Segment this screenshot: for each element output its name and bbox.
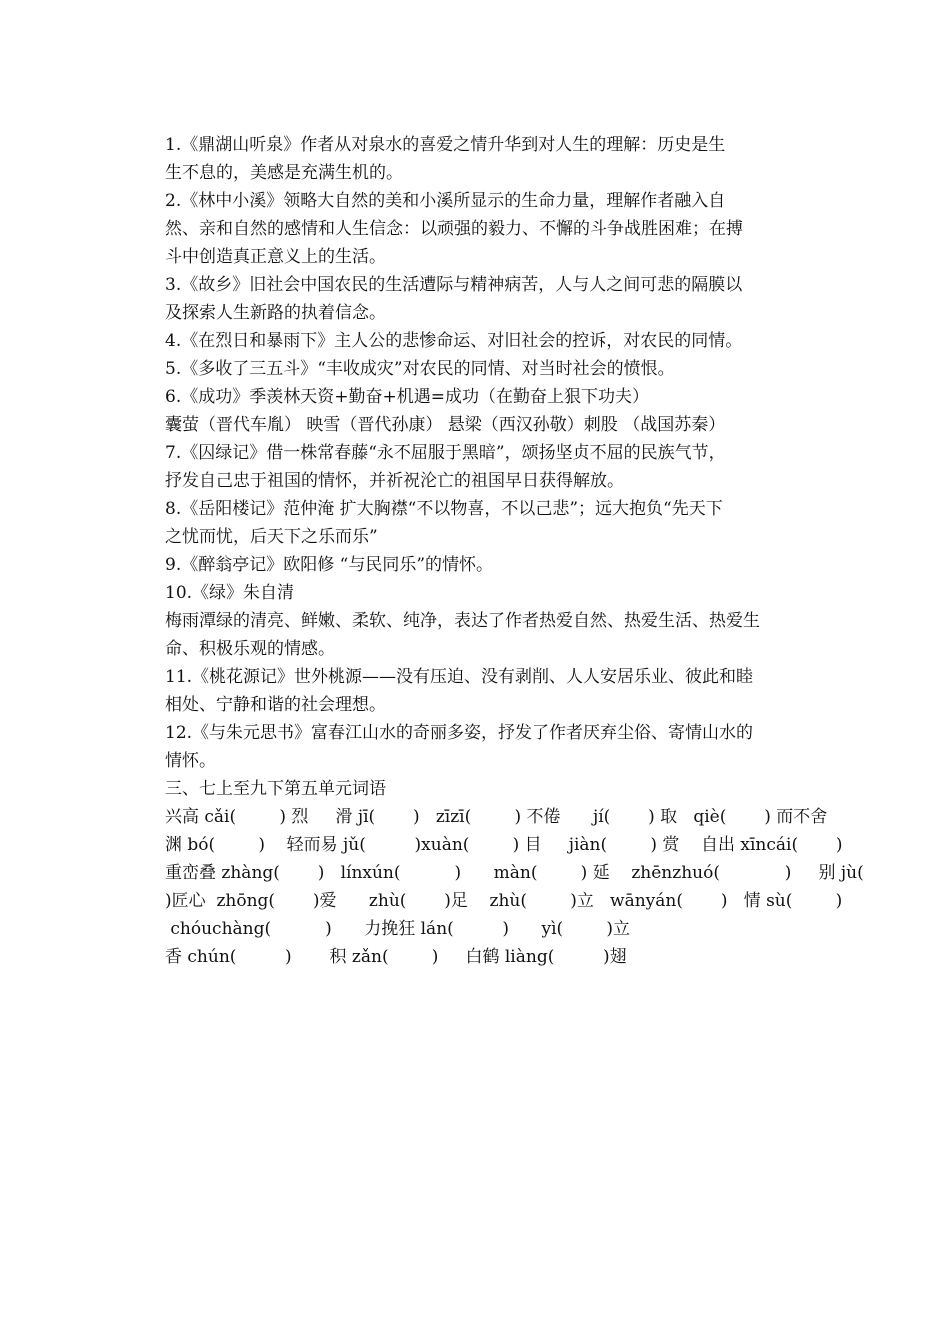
text-line: 然、亲和自然的感情和人生信念：以顽强的毅力、不懈的斗争战胜困难；在搏 [165,219,743,239]
text-line: 抒发自己忠于祖国的情怀，并祈祝沦亡的祖国早日获得解放。 [165,471,624,491]
text-line: 6.《成功》季羡林天资+勤奋+机遇=成功（在勤奋上狠下功夫） [165,387,649,407]
text-line: 11.《桃花源记》世外桃源——没有压迫、没有剥削、人人安居乐业、彼此和睦 [165,667,754,687]
text-line: 9.《醉翁亭记》欧阳修 “与民同乐”的情怀。 [165,555,494,575]
text-line: 7.《囚绿记》借一株常春藤“永不屈服于黑暗”，颂扬坚贞不屈的民族气节， [165,443,726,463]
document-body [165,131,864,971]
text-line: 相处、宁静和谐的社会理想。 [165,695,386,715]
section-heading: 三、七上至九下第五单元词语 [165,779,386,799]
text-line: 斗中创造真正意义上的生活。 [165,247,386,267]
text-line: 命、积极乐观的情感。 [165,639,335,659]
text-line: 4.《在烈日和暴雨下》主人公的悲惨命运、对旧社会的控诉，对农民的同情。 [165,331,743,351]
text-line: 8.《岳阳楼记》范仲淹 扩大胸襟“不以物喜，不以己悲”；远大抱负“先天下 [165,499,723,519]
vocab-line: chóuchàng( ) 力挽狂 lán( ) yì( )立 [165,919,631,939]
text-line: 梅雨潭绿的清亮、鲜嫩、柔软、纯净，表达了作者热爱自然、热爱生活、热爱生 [165,611,760,631]
vocab-line: 兴高 cǎi( ) 烈 滑 jī( ) zīzī( ) 不倦 jí( ) 取 qiè( ) 而不舍 [165,807,828,827]
text-line: 12.《与朱元思书》富春江山水的奇丽多姿，抒发了作者厌弃尘俗、寄情山水的 [165,723,754,743]
text-line: 情怀。 [165,751,216,771]
vocab-line: 香 chún( ) 积 zǎn( ) 白鹤 liàng( )翅 [165,947,627,967]
text-line: 10.《绿》朱自清 [165,583,295,603]
text-line: 之忧而忧，后天下之乐而乐” [165,527,378,547]
text-line: 1.《鼎湖山听泉》作者从对泉水的喜爱之情升华到对人生的理解：历史是生 [165,135,726,155]
text-line: 3.《故乡》旧社会中国农民的生活遭际与精神病苦，人与人之间可悲的隔膜以 [165,275,743,295]
text-line: 生不息的，美感是充满生机的。 [165,163,403,183]
text-line: 囊萤（晋代车胤） 映雪（晋代孙康） 悬梁（西汉孙敬）刺股 （战国苏秦） [165,415,726,435]
vocab-line: )匠心 zhōng( )爱 zhù( )足 zhù( )立 wānyán( ) 情 sù( ) [165,891,843,911]
text-line: 5.《多收了三五斗》“丰收成灾”对农民的同情、对当时社会的愤恨。 [165,359,675,379]
text-line: 及探索人生新路的执着信念。 [165,303,386,323]
vocab-line: 渊 bó( ) 轻而易 jǔ( )xuàn( ) 目 jiàn( ) 赏 自出 xīncái( ) [165,835,843,855]
vocab-line: 重峦叠 zhàng( ) línxún( ) màn( ) 延 zhēnzhuó( ) 别 jù( [165,863,864,883]
text-line: 2.《林中小溪》领略大自然的美和小溪所显示的生命力量，理解作者融入自 [165,191,726,211]
